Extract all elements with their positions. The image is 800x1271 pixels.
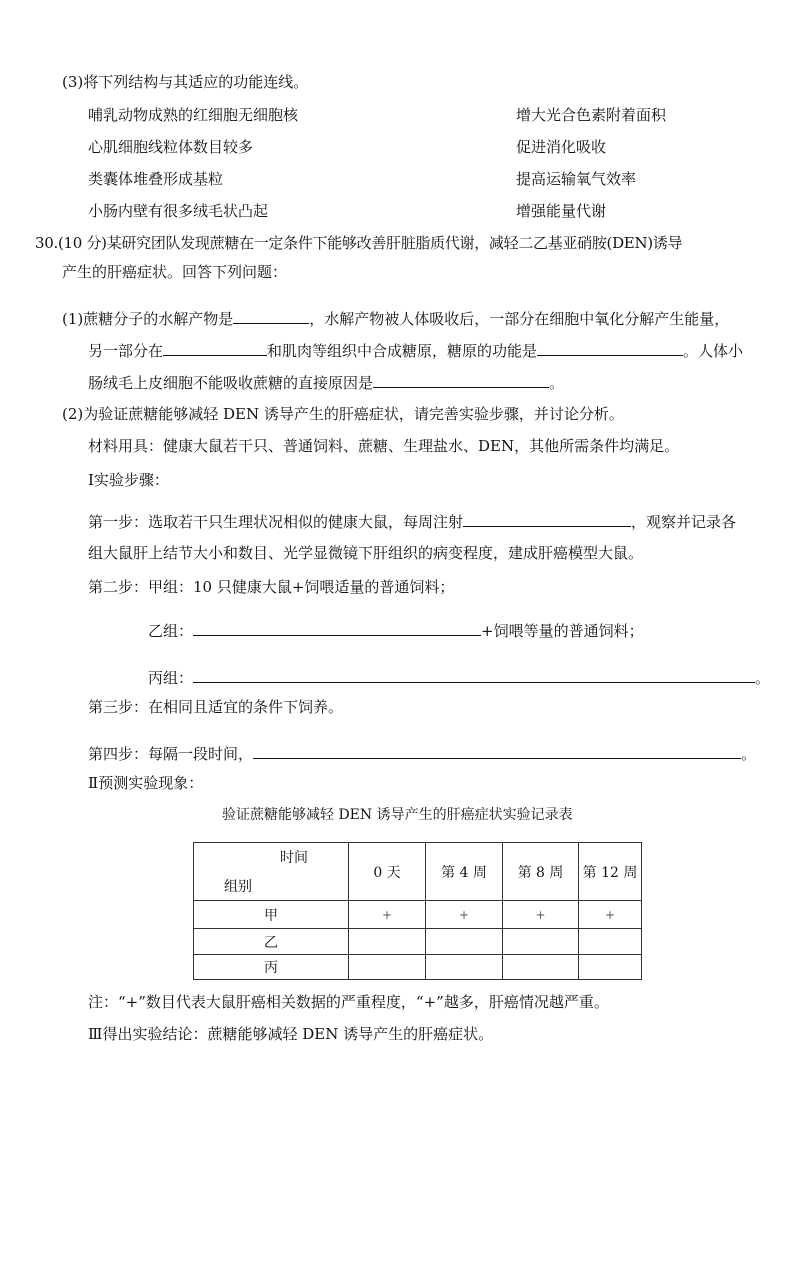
function-item: 提高运输氧气效率 xyxy=(516,170,637,188)
data-cell: + xyxy=(503,901,579,929)
answer-blank[interactable] xyxy=(193,667,755,683)
data-cell[interactable] xyxy=(579,955,642,980)
step4 xyxy=(88,743,756,764)
text: 。 xyxy=(755,669,771,687)
text: 和肌肉等组织中合成糖原，糖原的功能是 xyxy=(267,342,538,360)
answer-blank[interactable] xyxy=(233,308,309,324)
answer-blank[interactable] xyxy=(163,340,267,356)
structure-item: 小肠内壁有很多绒毛状凸起 xyxy=(88,202,269,220)
table-row xyxy=(194,955,642,980)
q30-part1-line2 xyxy=(88,340,743,361)
col-header: 0 天 xyxy=(349,843,426,901)
section-predict: Ⅱ预测实验现象： xyxy=(88,774,204,792)
step2-group-b xyxy=(148,620,644,641)
text: 丙组： xyxy=(148,669,194,687)
table-row xyxy=(194,901,642,929)
col-header: 第 8 周 xyxy=(503,843,579,901)
data-cell[interactable] xyxy=(579,929,642,955)
group-cell: 乙 xyxy=(194,929,349,955)
data-cell[interactable] xyxy=(426,955,503,980)
materials: 材料用具：健康大鼠若干只、普通饲料、蔗糖、生理盐水、DEN，其他所需条件均满足。 xyxy=(88,437,680,455)
section-steps: Ⅰ实验步骤： xyxy=(88,471,169,489)
corner-time: 时间 xyxy=(280,850,308,866)
q30-part1-line3 xyxy=(88,372,564,393)
q30-stem: 30.(10 分)某研究团队发现蔗糖在一定条件下能够改善肝脏脂质代谢，减轻二乙基亚硝胺(DEN)诱导 xyxy=(35,234,683,252)
group-cell: 甲 xyxy=(194,901,349,929)
text: ，观察并记录各 xyxy=(631,513,737,531)
text: 。 xyxy=(549,374,565,392)
group-cell: 丙 xyxy=(194,955,349,980)
text: 第四步：每隔一段时间， xyxy=(88,745,254,763)
table-row xyxy=(194,929,642,955)
step1 xyxy=(88,511,736,532)
step1-cont: 组大鼠肝上结节大小和数目、光学显微镜下肝组织的病变程度，建成肝癌模型大鼠。 xyxy=(88,544,644,562)
data-cell: + xyxy=(426,901,503,929)
answer-blank[interactable] xyxy=(537,340,683,356)
structure-item: 类囊体堆叠形成基粒 xyxy=(88,170,224,188)
col-header: 第 12 周 xyxy=(579,843,642,901)
text: 另一部分在 xyxy=(88,342,164,360)
data-cell: + xyxy=(349,901,426,929)
text: ，水解产物被人体吸收后，一部分在细胞中氧化分解产生能量， xyxy=(309,310,730,328)
step2-group-c xyxy=(148,667,770,688)
corner-group: 组别 xyxy=(224,879,252,895)
text: 肠绒毛上皮细胞不能吸收蔗糖的直接原因是 xyxy=(88,374,374,392)
record-table xyxy=(193,842,642,980)
q30-part2: (2)为验证蔗糖能够减轻 DEN 诱导产生的肝癌症状，请完善实验步骤，并讨论分析。 xyxy=(62,405,624,423)
col-header: 第 4 周 xyxy=(426,843,503,901)
data-cell[interactable] xyxy=(426,929,503,955)
text: 。人体小 xyxy=(683,342,744,360)
q30-stem-2: 产生的肝癌症状。回答下列问题： xyxy=(62,263,288,281)
structure-item: 哺乳动物成熟的红细胞无细胞核 xyxy=(88,106,299,124)
text: 。 xyxy=(741,745,757,763)
q30-part1 xyxy=(62,308,729,329)
text: 乙组： xyxy=(148,622,194,640)
structure-item: 心肌细胞线粒体数目较多 xyxy=(88,138,254,156)
answer-blank[interactable] xyxy=(463,511,631,527)
text: +饲喂等量的普通饲料； xyxy=(481,622,644,640)
step3: 第三步：在相同且适宜的条件下饲养。 xyxy=(88,698,344,716)
function-item: 增大光合色素附着面积 xyxy=(516,106,667,124)
answer-blank[interactable] xyxy=(193,620,481,636)
corner-cell xyxy=(194,843,349,901)
answer-blank[interactable] xyxy=(253,743,741,759)
conclusion: Ⅲ得出实验结论：蔗糖能够减轻 DEN 诱导产生的肝癌症状。 xyxy=(88,1025,494,1043)
data-cell[interactable] xyxy=(503,929,579,955)
data-cell[interactable] xyxy=(349,929,426,955)
data-cell[interactable] xyxy=(503,955,579,980)
data-cell[interactable] xyxy=(349,955,426,980)
function-item: 增强能量代谢 xyxy=(516,202,607,220)
function-item: 促进消化吸收 xyxy=(516,138,607,156)
answer-blank[interactable] xyxy=(373,372,549,388)
q3-stem: (3)将下列结构与其适应的功能连线。 xyxy=(62,73,309,91)
text: 第一步：选取若干只生理状况相似的健康大鼠，每周注射 xyxy=(88,513,464,531)
table-note: 注：“+”数目代表大鼠肝癌相关数据的严重程度，“+”越多，肝癌情况越严重。 xyxy=(88,993,609,1011)
step2: 第二步：甲组：10 只健康大鼠+饲喂适量的普通饲料； xyxy=(88,578,455,596)
text: (1)蔗糖分子的水解产物是 xyxy=(62,310,234,328)
table-title: 验证蔗糖能够减轻 DEN 诱导产生的肝癌症状实验记录表 xyxy=(222,807,573,823)
data-cell: + xyxy=(579,901,642,929)
